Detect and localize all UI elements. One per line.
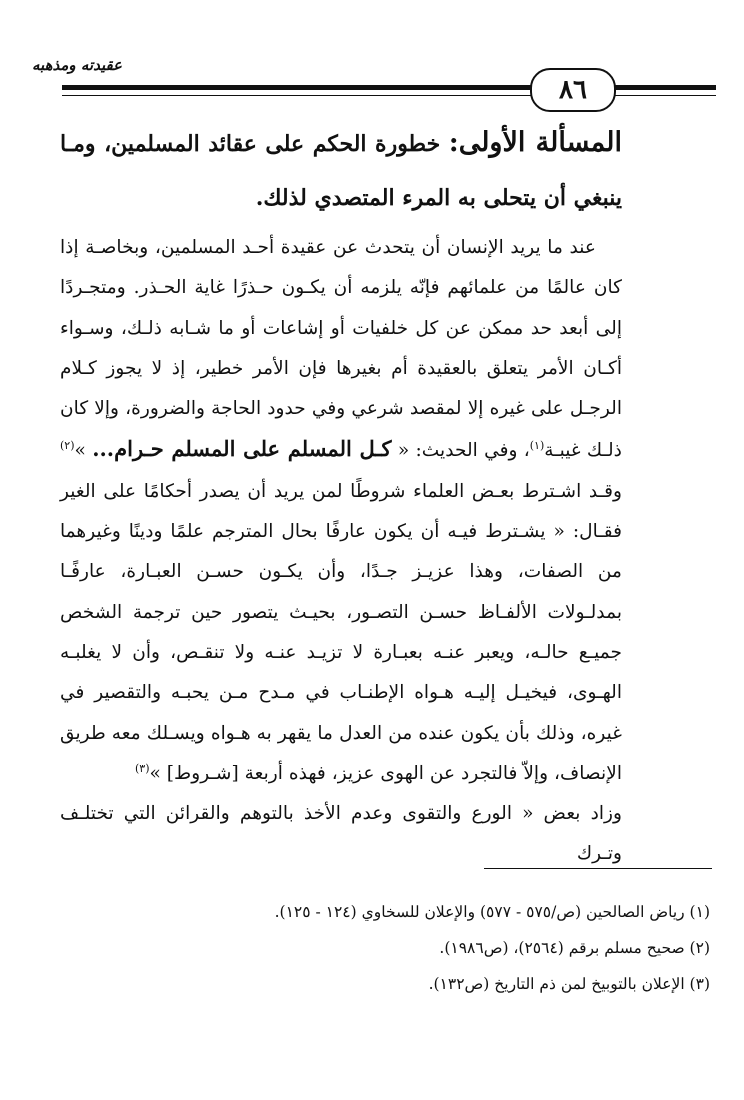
body-paragraph-2 [60,794,622,875]
page-number-frame [530,68,616,112]
footnote-3: (٣) الإعلان بالتوبيخ لمن ذم التاريخ (ص١٣٢). [428,975,710,993]
footnotes [60,894,710,1002]
header-rule-thick [62,85,716,90]
body-paragraph [60,228,622,794]
footnote-separator [484,868,712,869]
heading-rest: خطورة الحكم على عقائد المسلمين، ومـا ينبغي أن يتحلى به المرء المتصدي لذلك. [60,131,622,211]
body-text [60,228,622,875]
running-title: عقيدته ومذهبه [32,56,123,74]
footnote-1: (١) رياض الصالحين (ص/٥٧٥ - ٥٧٧) والإعلان للسخاوي (١٢٤ - ١٢٥). [274,903,710,921]
paragraph-1-text: عند ما يريد الإنسان أن يتحدث عن عقيدة أحـد المسلمين، وبخاصـة إذا كان عالمًا من علمائهم فإنّه يلزمه أن يكـون حـذرًا غاية الحـذر. ومتجـردًا إلى أبعد حد ممكن عن كل خلفيات أو إشاعات أو ما شـابه ذلـك، وسـواء أكـان الأمر يتعلق بالعقيدة أم بغيرها فإن الأمر خطير، إذ لا يجوز كـلام الرجـل على غيره إلا لمقصد شرعي وفي حدود الحاجة والضرورة، وإلا كان ذلـك غيبـة [60,237,622,462]
header-rule-thin [62,95,716,96]
footnote-2: (٢) صحيح مسلم برقم (٢٥٦٤)، (ص١٩٨٦). [439,939,710,957]
section-heading [60,116,622,225]
footnote-marker-1: (١) [529,439,545,453]
hadith-quote: كـل المسلم على المسلم حـرام... [92,436,392,462]
hadith-close: » [74,440,93,462]
footnote-marker-3: (٣) [134,761,150,775]
paragraph-2-text: وزاد بعض « الورع والتقوى وعدم الأخذ بالتوهم والقرائن التي تختلـف وتـرك [60,803,622,865]
paragraph-1-end: ، وفي الحديث: « [391,440,530,462]
page-number: ٨٦ [559,75,587,105]
heading-key: المسألة الأولى: [448,127,622,158]
footnote-marker-2: (٢) [60,439,75,453]
paragraph-1-continuation: وقـد اشـترط بعـض العلماء شروطًا لمن يريد أن يصدر أحكامًا على الغير فقـال: « يشـترط فيـه أن يكون عارفًا بحال المترجم علمًا ودينًا وغيرهما من الصفات، وهذا عزيـز جـدًا، وأن يكـون حسـن العبـارة، عارفًـا بمدلـولات الألفـاظ حسـن التصـور، بحيـث يتصور حين ترجمة الشخص جميـع حالـه، ويعبر عنـه بعبـارة لا تزيـد عنـه ولا تنقـص، وأن لا يغلبـه الهـوى، فيخيـل إليـه هـواه الإطنـاب في مـدح مـن يحبـه والتقصير في غيره، وذلك بأن يكون عنده من العدل ما يقهر به هـواه ويسـلك معه طريق الإنصاف، وإلاّ فالتجرد عن الهوى عزيز، فهذه أربعة [شـروط] » [60,480,622,784]
